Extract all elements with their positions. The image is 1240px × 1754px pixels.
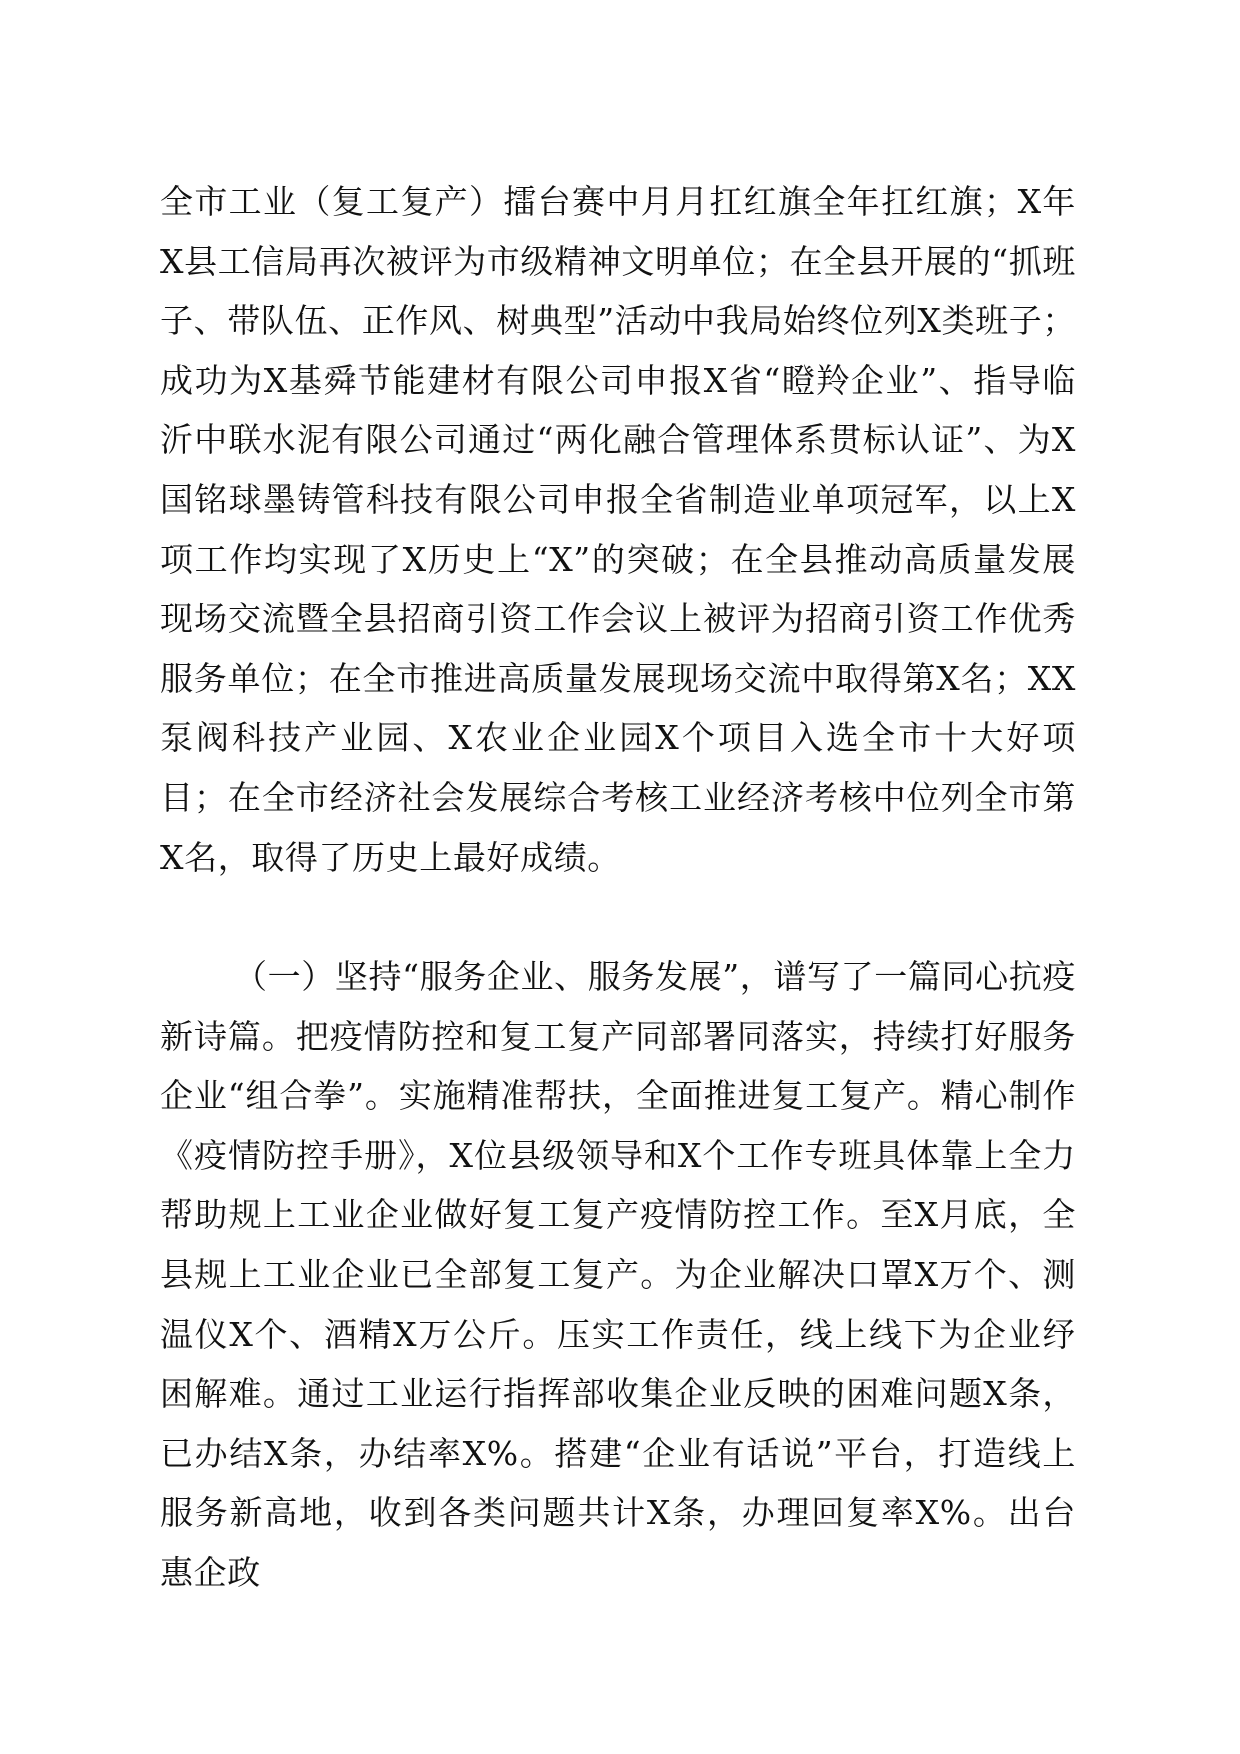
body-paragraph-1: 全市工业（复工复产）擂台赛中月月扛红旗全年扛红旗；X年X县工信局再次被评为市级精神文明单位；在全县开展的“抓班子、带队伍、正作风、树典型”活动中我局始终位列X类班子；成功为X基舜节能建材有限公司申报X省“瞪羚企业”、指导临沂中联水泥有限公司通过“两化融合管理体系贯标认证”、为X国铭球墨铸管科技有限公司申报全省制造业单项冠军，以上X项工作均实现了X历史上“X”的突破；在全县推动高质量发展现场交流暨全县招商引资工作会议上被评为招商引资工作优秀服务单位；在全市推进高质量发展现场交流中取得第X名；XX泵阀科技产业园、X农业企业园X个项目入选全市十大好项目；在全市经济社会发展综合考核工业经济考核中位列全市第X名，取得了历史上最好成绩。 [160, 182, 1076, 877]
body-paragraph-2: （一）坚持“服务企业、服务发展”，谱写了一篇同心抗疫新诗篇。把疫情防控和复工复产同部署同落实，持续打好服务企业“组合拳”。实施精准帮扶，全面推进复工复产。精心制作《疫情防控手册》，X位县级领导和X个工作专班具体靠上全力帮助规上工业企业做好复工复产疫情防控工作。至X月底，全县规上工业企业已全部复工复产。为企业解决口罩X万个、测温仪X个、酒精X万公斤。压实工作责任，线上线下为企业纾困解难。通过工业运行指挥部收集企业反映的困难问题X条，已办结X条，办结率X%。搭建“企业有话说”平台，打造线上服务新高地，收到各类问题共计X条，办理回复率X%。出台惠企政 [160, 957, 1076, 1592]
